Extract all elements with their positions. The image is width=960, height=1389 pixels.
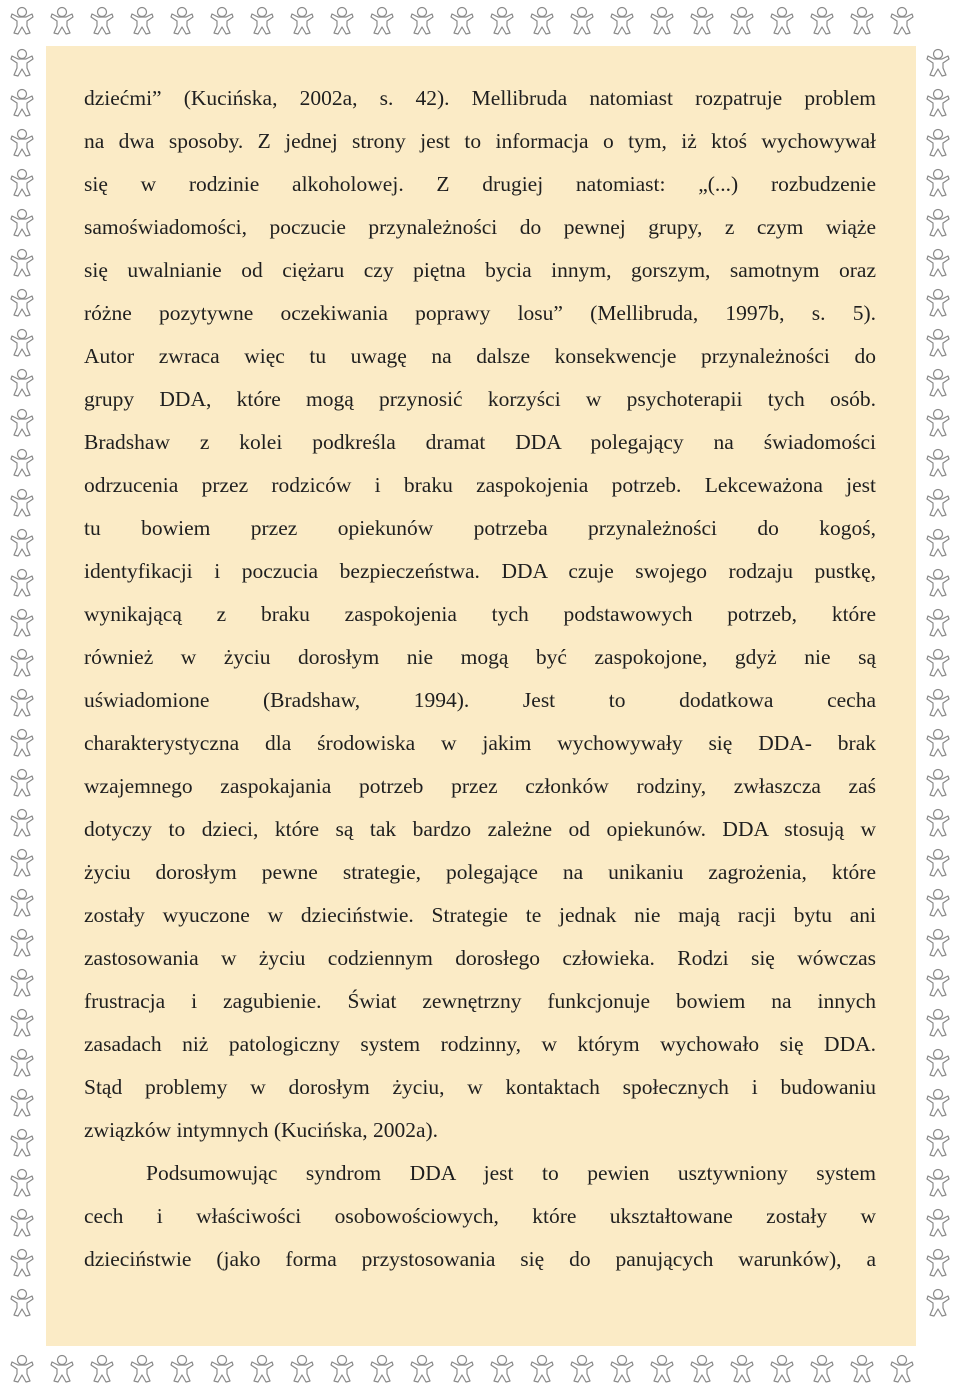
- text-line: [84, 980, 876, 1023]
- person-figure-icon: [571, 8, 593, 35]
- text-line: [84, 1195, 876, 1238]
- person-figure-icon: [171, 8, 193, 35]
- text-line-content: dotyczy to dzieci, które są tak bardzo zależne od opiekunów. DDA stosują w: [84, 817, 876, 841]
- text-line-content: Autor zwraca więc tu uwagę na dalsze konsekwencje przynależności do: [84, 344, 876, 368]
- person-figure-icon: [11, 90, 33, 117]
- person-figure-icon: [927, 970, 949, 997]
- person-figure-icon: [731, 1356, 753, 1383]
- text-line-content: różne pozytywne oczekiwania poprawy losu” (Mellibruda, 1997b, s. 5).: [84, 301, 876, 325]
- person-figure-icon: [927, 250, 949, 277]
- person-figure-icon: [927, 410, 949, 437]
- person-figure-icon: [927, 1170, 949, 1197]
- text-line: [84, 163, 876, 206]
- text-line-content: wynikającą z braku zaspokojenia tych podstawowych potrzeb, które: [84, 602, 876, 626]
- person-figure-icon: [371, 1356, 393, 1383]
- text-line-content: grupy DDA, które mogą przynosić korzyści w psychoterapii tych osób.: [84, 387, 876, 411]
- text-line: [84, 550, 876, 593]
- text-line-content: dzieciństwie (jako forma przystosowania się do panujących warunków), a: [84, 1247, 876, 1271]
- text-line-content: dziećmi” (Kucińska, 2002a, s. 42). Mellibruda natomiast rozpatruje problem: [84, 86, 876, 110]
- person-figure-icon: [11, 1250, 33, 1277]
- person-figure-icon: [91, 1356, 113, 1383]
- person-figure-icon: [927, 1090, 949, 1117]
- person-figure-icon: [531, 1356, 553, 1383]
- person-figure-icon: [171, 1356, 193, 1383]
- person-figure-icon: [411, 8, 433, 35]
- text-line: [84, 206, 876, 249]
- person-figure-icon: [11, 810, 33, 837]
- person-figure-icon: [51, 8, 73, 35]
- person-figure-icon: [927, 890, 949, 917]
- person-figure-icon: [11, 570, 33, 597]
- person-figure-icon: [291, 8, 313, 35]
- person-figure-icon: [11, 930, 33, 957]
- person-figure-icon: [927, 1290, 949, 1317]
- person-figure-icon: [927, 1250, 949, 1277]
- person-figure-icon: [331, 8, 353, 35]
- text-line-content: zostały wyuczone w dzieciństwie. Strategie te jednak nie mają racji bytu ani: [84, 903, 876, 927]
- person-figure-icon: [11, 690, 33, 717]
- text-line-content: cech i właściwości osobowościowych, które ukształtowane zostały w: [84, 1204, 876, 1228]
- person-figure-icon: [11, 250, 33, 277]
- person-figure-icon: [11, 490, 33, 517]
- text-line: [84, 593, 876, 636]
- person-figure-icon: [811, 8, 833, 35]
- text-line: [84, 77, 876, 120]
- person-figure-icon: [927, 370, 949, 397]
- text-line-content: charakterystyczna dla środowiska w jakim wychowywały się DDA- brak: [84, 731, 876, 755]
- person-figure-icon: [891, 1356, 913, 1383]
- text-line-content: również w życiu dorosłym nie mogą być zaspokojone, gdyż nie są: [84, 645, 876, 669]
- person-figure-icon: [11, 1290, 33, 1317]
- text-line-content: Stąd problemy w dorosłym życiu, w kontaktach społecznych i budowaniu: [84, 1075, 876, 1099]
- text-line-content: uświadomione (Bradshaw, 1994). Jest to dodatkowa cecha: [84, 688, 876, 712]
- person-figure-icon: [11, 650, 33, 677]
- person-figure-icon: [927, 570, 949, 597]
- text-line-content: samoświadomości, poczucie przynależności do pewnej grupy, z czym wiąże: [84, 215, 876, 239]
- text-line-content: zastosowania w życiu codziennym dorosłego człowieka. Rodzi się wówczas: [84, 946, 876, 970]
- person-figure-icon: [11, 330, 33, 357]
- person-figure-icon: [11, 50, 33, 77]
- text-line: [84, 636, 876, 679]
- person-figure-icon: [927, 50, 949, 77]
- person-figure-icon: [451, 8, 473, 35]
- person-figure-icon: [211, 1356, 233, 1383]
- person-figure-icon: [251, 1356, 273, 1383]
- person-figure-icon: [11, 410, 33, 437]
- person-figure-icon: [927, 730, 949, 757]
- person-figure-icon: [11, 890, 33, 917]
- person-figure-icon: [771, 8, 793, 35]
- text-line: [84, 851, 876, 894]
- person-figure-icon: [691, 1356, 713, 1383]
- document-body: [84, 77, 876, 1281]
- text-line-content: zasadach niż patologiczny system rodzinny, w którym wychowało się DDA.: [84, 1032, 876, 1056]
- person-figure-icon: [11, 530, 33, 557]
- person-figure-icon: [927, 650, 949, 677]
- text-line: [84, 464, 876, 507]
- person-figure-icon: [411, 1356, 433, 1383]
- person-figure-icon: [691, 8, 713, 35]
- person-figure-icon: [11, 450, 33, 477]
- text-line: [84, 378, 876, 421]
- text-line-content: wzajemnego zaspokajania potrzeb przez członków rodziny, zwłaszcza zaś: [84, 774, 876, 798]
- person-figure-icon: [771, 1356, 793, 1383]
- text-line-content: frustracja i zagubienie. Świat zewnętrzny funkcjonuje bowiem na innych: [84, 989, 876, 1013]
- person-figure-icon: [927, 1010, 949, 1037]
- text-line-content: odrzucenia przez rodziców i braku zaspokojenia potrzeb. Lekceważona jest: [84, 473, 876, 497]
- text-line: [84, 765, 876, 808]
- person-figure-icon: [491, 1356, 513, 1383]
- text-line: [84, 335, 876, 378]
- person-figure-icon: [927, 450, 949, 477]
- person-figure-icon: [11, 170, 33, 197]
- person-figure-icon: [927, 1050, 949, 1077]
- person-figure-icon: [11, 8, 33, 35]
- person-figure-icon: [11, 370, 33, 397]
- person-figure-icon: [927, 1130, 949, 1157]
- person-figure-icon: [331, 1356, 353, 1383]
- text-line-content: Bradshaw z kolei podkreśla dramat DDA polegający na świadomości: [84, 430, 876, 454]
- person-figure-icon: [91, 8, 113, 35]
- person-figure-icon: [491, 8, 513, 35]
- person-figure-icon: [531, 8, 553, 35]
- person-figure-icon: [927, 770, 949, 797]
- person-figure-icon: [131, 8, 153, 35]
- person-figure-icon: [927, 930, 949, 957]
- person-figure-icon: [11, 1356, 33, 1383]
- person-figure-icon: [11, 850, 33, 877]
- person-figure-icon: [927, 810, 949, 837]
- text-line-content: się w rodzinie alkoholowej. Z drugiej natomiast: „(...) rozbudzenie: [84, 172, 876, 196]
- text-line: [84, 292, 876, 335]
- person-figure-icon: [51, 1356, 73, 1383]
- person-figure-icon: [927, 290, 949, 317]
- text-line: [84, 421, 876, 464]
- text-line: [84, 1023, 876, 1066]
- text-line: [84, 1238, 876, 1281]
- person-figure-icon: [371, 8, 393, 35]
- person-figure-icon: [11, 290, 33, 317]
- person-figure-icon: [211, 8, 233, 35]
- person-figure-icon: [11, 130, 33, 157]
- person-figure-icon: [11, 1130, 33, 1157]
- person-figure-icon: [11, 610, 33, 637]
- person-figure-icon: [927, 170, 949, 197]
- text-line: [84, 249, 876, 292]
- text-line: [84, 1109, 876, 1152]
- text-line: [84, 507, 876, 550]
- person-figure-icon: [11, 770, 33, 797]
- person-figure-icon: [11, 1050, 33, 1077]
- person-figure-icon: [11, 1170, 33, 1197]
- person-figure-icon: [11, 1010, 33, 1037]
- person-figure-icon: [851, 8, 873, 35]
- text-line: [84, 894, 876, 937]
- person-figure-icon: [451, 1356, 473, 1383]
- person-figure-icon: [891, 8, 913, 35]
- text-line-content: życiu dorosłym pewne strategie, polegające na unikaniu zagrożenia, które: [84, 860, 876, 884]
- text-line: [84, 1152, 876, 1195]
- person-figure-icon: [11, 210, 33, 237]
- person-figure-icon: [611, 8, 633, 35]
- person-figure-icon: [927, 130, 949, 157]
- person-figure-icon: [851, 1356, 873, 1383]
- person-figure-icon: [927, 90, 949, 117]
- person-figure-icon: [251, 8, 273, 35]
- text-line: [84, 722, 876, 765]
- person-figure-icon: [291, 1356, 313, 1383]
- person-figure-icon: [571, 1356, 593, 1383]
- text-line: [84, 120, 876, 163]
- text-line-content: się uwalnianie od ciężaru czy piętna bycia innym, gorszym, samotnym oraz: [84, 258, 876, 282]
- person-figure-icon: [927, 610, 949, 637]
- person-figure-icon: [927, 490, 949, 517]
- text-line-content: Podsumowując syndrom DDA jest to pewien usztywniony system: [146, 1161, 876, 1185]
- person-figure-icon: [927, 690, 949, 717]
- person-figure-icon: [927, 1210, 949, 1237]
- person-figure-icon: [927, 530, 949, 557]
- text-line: [84, 937, 876, 980]
- text-line: [84, 679, 876, 722]
- person-figure-icon: [651, 8, 673, 35]
- text-line: [84, 1066, 876, 1109]
- person-figure-icon: [11, 1090, 33, 1117]
- text-line-content: identyfikacji i poczucia bezpieczeństwa. DDA czuje swojego rodzaju pustkę,: [84, 559, 876, 583]
- person-figure-icon: [927, 330, 949, 357]
- person-figure-icon: [651, 1356, 673, 1383]
- person-figure-icon: [811, 1356, 833, 1383]
- person-figure-icon: [927, 850, 949, 877]
- person-figure-icon: [11, 970, 33, 997]
- person-figure-icon: [11, 1210, 33, 1237]
- person-figure-icon: [11, 730, 33, 757]
- text-line: [84, 808, 876, 851]
- text-line-content: tu bowiem przez opiekunów potrzeba przynależności do kogoś,: [84, 516, 876, 540]
- person-figure-icon: [611, 1356, 633, 1383]
- person-figure-icon: [731, 8, 753, 35]
- text-line-content: na dwa sposoby. Z jednej strony jest to informacja o tym, iż ktoś wychowywał: [84, 129, 876, 153]
- text-line-content: związków intymnych (Kucińska, 2002a).: [84, 1118, 439, 1142]
- person-figure-icon: [131, 1356, 153, 1383]
- person-figure-icon: [927, 210, 949, 237]
